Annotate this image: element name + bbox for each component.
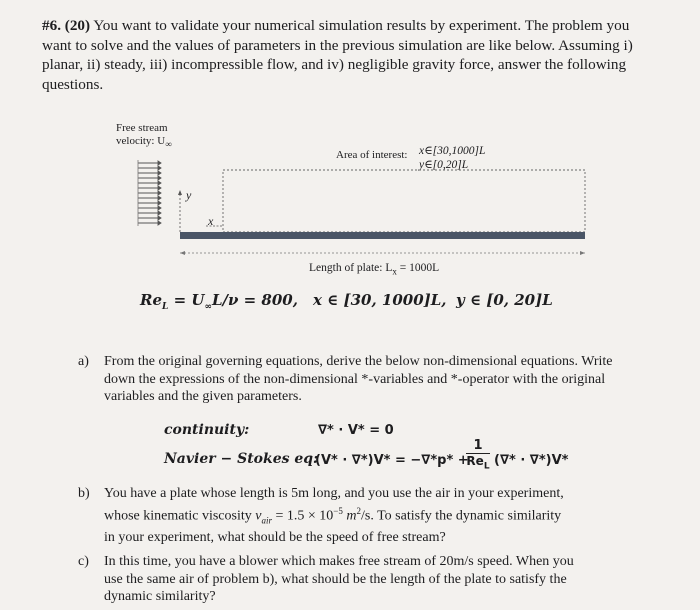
question-c-text: In this time, you have a blower which makes free stream of 20m/s speed. When you use the same air of problem b), what should be the length of the plate to satisfy the dynamic similarity? xyxy=(104,554,574,604)
free-stream-arrows xyxy=(138,161,161,225)
question-b-text: You have a plate whose length is 5m long, and you use the air in your experiment, whose kinematic viscosity $\nu_{air} = 1.5 \times 10^{-5}$ $m^2/s$. To satisfy the dynamic similarity in your experiment, what should be the speed of free stream? xyxy=(104,486,564,546)
navier-stokes-lhs: (V* · ∇*)V* = −∇*p* + xyxy=(315,453,469,468)
free-stream-label: Free stream velocity: $U_\infty$ xyxy=(116,122,172,150)
plate xyxy=(180,232,585,239)
problem-number: #6. (20) xyxy=(42,17,91,34)
problem-intro: You want to validate your numerical simulation results by experiment. The problem you want to solve and the values of parameters in the previous simulation are like below. Assuming i) planar, ii) steady, iii) incompressible flow, and iv) negligible gravity force, answer the following questions. xyxy=(42,17,633,93)
navier-stokes-label: Navier − Stokes eq: xyxy=(164,451,319,467)
x-axis-label: x xyxy=(208,214,214,228)
navier-stokes-rhs: (∇* · ∇*)V* xyxy=(494,453,569,468)
question-a-text: From the original governing equations, derive the below non-dimensional equations. Write down the expressions of the non-dimensional *-variables and *-operator with the original variables and the given parameters. xyxy=(104,354,613,404)
plate-length-label: Length of plate: $L_x = 1000L$ xyxy=(309,262,440,277)
continuity-label: continuity: xyxy=(164,422,250,438)
area-x-range: x∈[30,1000]L xyxy=(419,145,486,157)
question-a-label: a) xyxy=(78,354,89,369)
flow-diagram xyxy=(0,0,700,290)
question-c-label: c) xyxy=(78,554,89,569)
reynolds-number: $Re_L = U_\infty L/\nu = 800$, xyxy=(140,291,298,312)
x-range: x ∈ [30, 1000]L, xyxy=(313,291,447,309)
area-of-interest-box xyxy=(223,170,585,232)
area-y-range: y∈[0,20]L xyxy=(419,159,469,171)
parameters-line xyxy=(140,291,298,312)
y-range: y ∈ [0, 20]L xyxy=(456,291,553,309)
diagram-graphics xyxy=(0,0,700,290)
y-axis-label: y xyxy=(186,188,192,202)
continuity-equation: ∇* · V* = 0 xyxy=(318,423,394,438)
area-of-interest-label: Area of interest: xyxy=(336,149,408,161)
navier-stokes-fraction: 1 $Re_L$ xyxy=(466,438,490,472)
question-b-label: b) xyxy=(78,486,90,501)
